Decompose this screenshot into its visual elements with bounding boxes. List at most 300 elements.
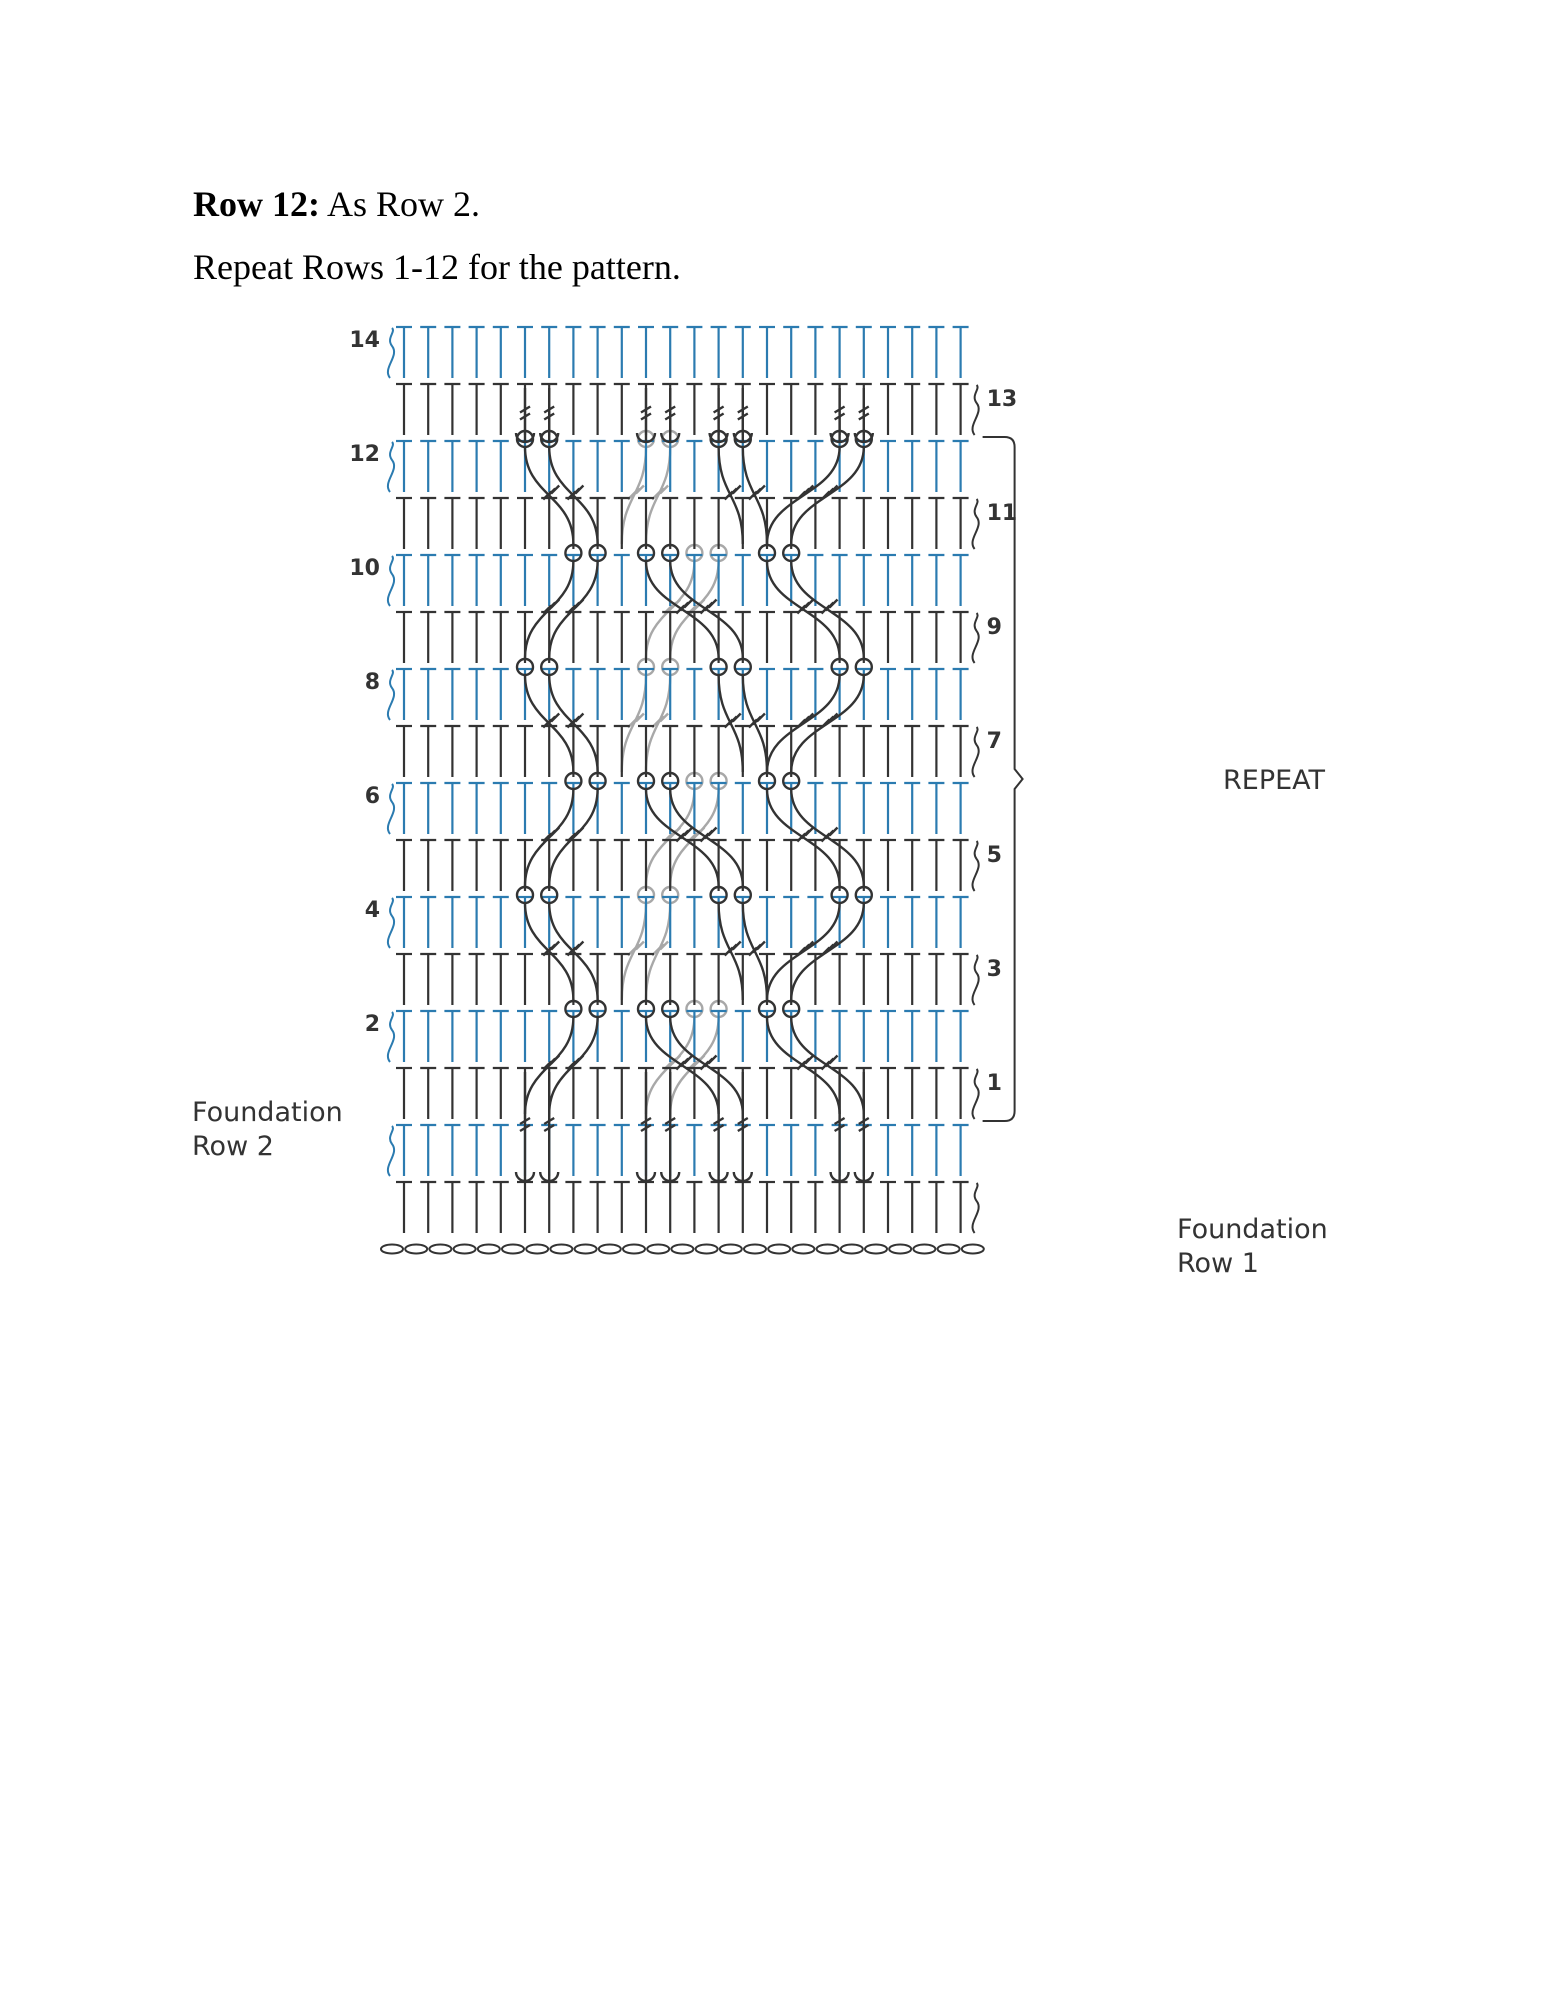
stitch-symbol: [614, 441, 630, 492]
stitch-symbol: [880, 897, 896, 948]
row-12-label: Row 12:: [193, 184, 320, 224]
stitch-symbol: [638, 726, 654, 777]
stitch-symbol: [807, 441, 823, 492]
row-number-left: 2: [364, 1012, 380, 1037]
stitch-symbol: [953, 1182, 969, 1233]
stitch-symbol: [517, 1182, 533, 1233]
stitch-row: [396, 612, 979, 663]
stitch-symbol: [662, 612, 678, 663]
stitch-symbol: [614, 897, 630, 948]
stitch-symbol: [493, 327, 509, 378]
turning-chain-icon: [972, 955, 978, 1005]
stitch-symbol: [856, 954, 872, 1005]
stitch-symbol: [686, 384, 702, 435]
crossed-post-stitch-symbol: [622, 431, 654, 544]
stitch-row: [388, 897, 969, 948]
stitch-symbol: [759, 1068, 775, 1119]
stitch-symbol: [420, 1182, 436, 1233]
stitch-symbol: [517, 783, 533, 834]
stitch-symbol: [638, 897, 654, 948]
stitch-symbol: [759, 384, 775, 435]
stitch-row: [388, 555, 969, 606]
stitch-symbol: [614, 954, 630, 1005]
stitch-symbol: [880, 327, 896, 378]
stitch-symbol: [928, 555, 944, 606]
stitch-symbol: [953, 726, 969, 777]
crossed-post-stitch-symbol: [759, 545, 840, 658]
stitch-symbol: [904, 327, 920, 378]
stitch-row: [396, 498, 979, 549]
stitch-symbol: [444, 441, 460, 492]
stitch-symbol: [711, 327, 727, 378]
stitch-symbol: [638, 441, 654, 492]
stitch-symbol: [444, 669, 460, 720]
stitch-symbol: [590, 441, 606, 492]
stitch-symbol: [565, 384, 581, 435]
stitch-symbol: [783, 1125, 799, 1176]
stitch-symbol: [904, 384, 920, 435]
stitch-symbol: [856, 1182, 872, 1233]
stitch-symbol: [517, 498, 533, 549]
stitch-symbol: [444, 555, 460, 606]
stitch-symbol: [469, 669, 485, 720]
stitch-symbol: [420, 612, 436, 663]
row-number-left: 8: [364, 670, 380, 695]
stitch-symbol: [759, 1182, 775, 1233]
stitch-symbol: [759, 1125, 775, 1176]
stitch-symbol: [807, 612, 823, 663]
stitch-symbol: [493, 384, 509, 435]
stitch-symbol: [759, 897, 775, 948]
stitch-symbol: [759, 669, 775, 720]
stitch-symbol: [444, 498, 460, 549]
stitch-symbol: [953, 1068, 969, 1119]
stitch-symbol: [493, 897, 509, 948]
stitch-symbol: [807, 897, 823, 948]
stitch-symbol: [541, 555, 557, 606]
stitch-symbol: [396, 1068, 412, 1119]
stitch-symbol: [420, 1068, 436, 1119]
stitch-symbol: [856, 327, 872, 378]
stitch-symbol: [880, 384, 896, 435]
stitch-symbol: [638, 954, 654, 1005]
stitch-symbol: [856, 1011, 872, 1062]
stitch-row: [388, 1125, 969, 1176]
stitch-symbol: [686, 1068, 702, 1119]
foundation-row-1-label: Foundation Row 1: [1177, 1214, 1328, 1279]
stitch-symbol: [928, 954, 944, 1005]
stitch-symbol: [590, 1068, 606, 1119]
stitch-symbol: [420, 954, 436, 1005]
row-number-left: 10: [349, 556, 380, 581]
stitch-symbol: [807, 555, 823, 606]
stitch-symbol: [686, 954, 702, 1005]
turning-chain-icon: [972, 1069, 978, 1119]
stitch-symbol: [928, 498, 944, 549]
stitch-symbol: [880, 1068, 896, 1119]
stitch-symbol: [493, 726, 509, 777]
stitch-symbol: [904, 840, 920, 891]
stitch-symbol: [493, 669, 509, 720]
stitch-symbol: [686, 441, 702, 492]
stitch-symbol: [711, 783, 727, 834]
row-number-right: 5: [986, 843, 1002, 868]
stitch-symbol: [928, 783, 944, 834]
stitch-symbol: [469, 498, 485, 549]
stitch-symbol: [614, 1011, 630, 1062]
stitch-symbol: [783, 1068, 799, 1119]
stitch-symbol: [953, 783, 969, 834]
stitch-symbol: [469, 783, 485, 834]
stitch-symbol: [590, 897, 606, 948]
stitch-symbol: [953, 612, 969, 663]
stitch-row: [396, 840, 979, 891]
stitch-symbol: [880, 783, 896, 834]
stitch-symbol: [856, 726, 872, 777]
stitch-symbol: [735, 327, 751, 378]
stitch-symbol: [759, 612, 775, 663]
stitch-symbol: [614, 783, 630, 834]
stitch-symbol: [953, 1011, 969, 1062]
turning-chain-icon: [388, 898, 394, 948]
stitch-symbol: [832, 726, 848, 777]
stitch-symbol: [880, 1125, 896, 1176]
stitch-symbol: [783, 1182, 799, 1233]
stitch-symbol: [662, 498, 678, 549]
stitch-symbol: [880, 612, 896, 663]
stitch-symbol: [686, 498, 702, 549]
stitch-symbol: [614, 669, 630, 720]
stitch-symbol: [493, 1125, 509, 1176]
stitch-symbol: [396, 384, 412, 435]
row-labels: [192, 328, 1328, 1279]
stitch-symbol: [686, 840, 702, 891]
stitch-symbol: [953, 669, 969, 720]
stitch-symbol: [686, 783, 702, 834]
stitch-symbol: [807, 384, 823, 435]
stitch-symbol: [565, 1068, 581, 1119]
stitch-symbol: [420, 783, 436, 834]
stitch-symbol: [614, 327, 630, 378]
stitch-symbol: [396, 897, 412, 948]
stitch-symbol: [953, 1125, 969, 1176]
stitch-symbol: [832, 327, 848, 378]
stitch-symbol: [638, 612, 654, 663]
stitch-symbol: [686, 327, 702, 378]
stitch-symbol: [444, 384, 460, 435]
stitch-symbol: [662, 726, 678, 777]
stitch-symbol: [614, 726, 630, 777]
post-stitch-symbol: [710, 1072, 728, 1182]
stitch-row: [388, 1011, 969, 1062]
stitch-symbol: [638, 840, 654, 891]
stitch-symbol: [638, 669, 654, 720]
repeat-instruction: Repeat Rows 1-12 for the pattern.: [193, 247, 681, 287]
repeat-bracket: [983, 437, 1023, 1121]
stitch-symbol: [590, 384, 606, 435]
foundation-chain: [381, 1245, 984, 1254]
stitch-symbol: [541, 783, 557, 834]
turning-chain-icon: [972, 1183, 978, 1233]
post-stitch-symbol: [734, 1072, 752, 1182]
stitch-symbol: [396, 726, 412, 777]
row-number-right: 9: [986, 615, 1002, 640]
stitch-symbol: [517, 555, 533, 606]
stitch-symbol: [614, 1182, 630, 1233]
stitch-symbol: [493, 612, 509, 663]
stitch-symbol: [493, 954, 509, 1005]
stitch-symbol: [904, 783, 920, 834]
turning-chain-icon: [972, 499, 978, 549]
stitch-symbol: [783, 384, 799, 435]
stitch-symbol: [590, 327, 606, 378]
stitch-symbol: [807, 1182, 823, 1233]
stitch-symbol: [565, 327, 581, 378]
turning-chain-icon: [388, 328, 394, 378]
row-number-right: 3: [986, 957, 1002, 982]
stitch-symbol: [590, 612, 606, 663]
stitch-symbol: [953, 840, 969, 891]
crossed-post-stitch-symbol: [646, 659, 678, 772]
stitch-symbol: [928, 669, 944, 720]
foundation-row-2-label: Foundation Row 2: [192, 1097, 343, 1162]
stitch-symbol: [662, 840, 678, 891]
stitch-symbol: [735, 783, 751, 834]
stitch-symbol: [493, 441, 509, 492]
row-number-left: 6: [364, 784, 380, 809]
crossed-post-stitch-symbol: [711, 887, 743, 1000]
stitch-symbol: [686, 726, 702, 777]
stitch-symbol: [832, 555, 848, 606]
stitch-symbol: [711, 555, 727, 606]
stitch-symbol: [928, 1011, 944, 1062]
crossed-post-stitch-symbol: [791, 431, 872, 544]
post-stitch-symbol: [831, 1072, 849, 1182]
stitch-symbol: [638, 1182, 654, 1233]
crossed-post-stitch-symbol: [783, 545, 864, 658]
stitch-symbol: [686, 897, 702, 948]
stitch-symbol: [444, 1182, 460, 1233]
stitch-symbol: [832, 1182, 848, 1233]
stitch-symbol: [928, 1125, 944, 1176]
stitch-symbol: [420, 498, 436, 549]
stitch-symbol: [493, 1182, 509, 1233]
stitch-symbol: [686, 1011, 702, 1062]
stitch-row: [396, 1068, 979, 1119]
crossed-post-stitch-symbol: [759, 1001, 840, 1114]
stitch-symbol: [541, 327, 557, 378]
stitch-symbol: [420, 840, 436, 891]
stitch-symbol: [904, 555, 920, 606]
stitch-symbol: [953, 441, 969, 492]
stitch-symbol: [420, 327, 436, 378]
crossed-post-stitch-symbol: [759, 773, 840, 886]
stitch-symbol: [614, 1125, 630, 1176]
stitch-symbol: [904, 441, 920, 492]
stitch-symbol: [444, 897, 460, 948]
stitch-symbol: [686, 669, 702, 720]
stitch-symbol: [420, 726, 436, 777]
stitch-symbol: [444, 840, 460, 891]
stitch-symbol: [638, 498, 654, 549]
stitch-symbol: [493, 783, 509, 834]
stitch-row: [396, 384, 979, 435]
stitch-symbol: [832, 783, 848, 834]
stitch-symbol: [807, 669, 823, 720]
stitch-symbol: [904, 612, 920, 663]
crossed-post-stitch-symbol: [622, 659, 654, 772]
stitch-row: [388, 669, 969, 720]
stitch-symbol: [469, 1182, 485, 1233]
stitch-symbol: [614, 612, 630, 663]
stitch-symbol: [807, 1068, 823, 1119]
turning-chain-icon: [972, 613, 978, 663]
stitch-symbol: [928, 1068, 944, 1119]
stitch-symbol: [856, 555, 872, 606]
stitch-row: [388, 783, 969, 834]
crossed-post-stitch-symbol: [783, 773, 864, 886]
repeat-label: REPEAT: [1223, 765, 1326, 796]
stitch-symbol: [662, 1182, 678, 1233]
crossed-post-stitch-symbol: [711, 431, 743, 544]
stitch-symbol: [541, 954, 557, 1005]
stitch-symbol: [783, 840, 799, 891]
stitch-symbol: [444, 612, 460, 663]
crossed-post-stitch-symbol: [646, 887, 678, 1000]
stitch-symbol: [783, 327, 799, 378]
stitch-symbol: [614, 1068, 630, 1119]
stitch-symbol: [711, 954, 727, 1005]
stitch-row: [388, 327, 969, 378]
stitch-symbol: [783, 441, 799, 492]
row-number-right: 11: [986, 501, 1018, 526]
stitch-symbol: [807, 327, 823, 378]
stitch-symbol: [396, 555, 412, 606]
stitch-symbol: [904, 498, 920, 549]
stitch-symbol: [904, 726, 920, 777]
row-number-left: 14: [349, 328, 380, 353]
stitch-symbol: [856, 498, 872, 549]
stitch-symbol: [444, 1011, 460, 1062]
stitch-symbol: [783, 897, 799, 948]
stitch-symbol: [807, 783, 823, 834]
stitch-symbol: [493, 1011, 509, 1062]
stitch-symbol: [420, 897, 436, 948]
stitch-symbol: [953, 897, 969, 948]
stitch-symbol: [590, 840, 606, 891]
stitch-symbol: [614, 498, 630, 549]
stitch-symbol: [856, 783, 872, 834]
stitch-symbol: [590, 1125, 606, 1176]
stitch-symbol: [493, 498, 509, 549]
stitch-symbol: [928, 612, 944, 663]
crossed-post-stitch-symbol: [791, 659, 872, 772]
stitch-symbol: [783, 669, 799, 720]
turning-chain-icon: [388, 784, 394, 834]
turning-chain-icon: [972, 385, 978, 435]
stitch-symbol: [469, 327, 485, 378]
row-number-left: 12: [349, 442, 380, 467]
turning-chain-icon: [388, 1012, 394, 1062]
stitch-symbol: [662, 897, 678, 948]
stitch-symbol: [904, 1011, 920, 1062]
stitch-symbol: [904, 669, 920, 720]
stitch-symbol: [904, 954, 920, 1005]
stitch-symbol: [565, 669, 581, 720]
stitch-symbol: [444, 1068, 460, 1119]
stitch-symbol: [807, 726, 823, 777]
stitch-symbol: [735, 555, 751, 606]
stitch-symbol: [469, 1125, 485, 1176]
stitch-row: [396, 954, 979, 1005]
turning-chain-icon: [388, 670, 394, 720]
stitch-symbol: [807, 1125, 823, 1176]
row-number-right: 13: [986, 387, 1018, 412]
stitch-symbol: [904, 1182, 920, 1233]
stitch-symbol: [759, 840, 775, 891]
stitch-symbol: [953, 384, 969, 435]
stitch-symbol: [420, 555, 436, 606]
stitch-symbol: [614, 840, 630, 891]
stitch-symbol: [444, 327, 460, 378]
stitch-symbol: [565, 1182, 581, 1233]
stitch-symbol: [517, 327, 533, 378]
stitch-symbol: [469, 1011, 485, 1062]
stitch-symbol: [541, 726, 557, 777]
stitch-symbol: [807, 840, 823, 891]
stitch-symbol: [735, 1011, 751, 1062]
crossed-post-stitch-symbol: [711, 659, 743, 772]
stitch-symbol: [928, 384, 944, 435]
stitch-symbol: [662, 669, 678, 720]
stitch-grid: [381, 327, 984, 1254]
stitch-symbol: [444, 726, 460, 777]
crossed-post-stitch-symbol: [783, 1001, 864, 1114]
stitch-symbol: [638, 327, 654, 378]
stitch-symbol: [880, 840, 896, 891]
stitch-symbol: [469, 840, 485, 891]
stitch-symbol: [469, 384, 485, 435]
stitch-symbol: [541, 1182, 557, 1233]
stitch-symbol: [807, 954, 823, 1005]
stitch-symbol: [396, 498, 412, 549]
stitch-symbol: [832, 498, 848, 549]
turning-chain-icon: [388, 556, 394, 606]
stitch-symbol: [928, 441, 944, 492]
row-number-right: 1: [986, 1071, 1002, 1096]
row-12-text: As Row 2.: [319, 184, 481, 224]
stitch-symbol: [953, 954, 969, 1005]
stitch-symbol: [686, 1182, 702, 1233]
stitch-symbol: [928, 840, 944, 891]
stitch-symbol: [541, 1011, 557, 1062]
stitch-symbol: [662, 327, 678, 378]
stitch-symbol: [444, 1125, 460, 1176]
crossed-post-stitch-symbol: [646, 431, 678, 544]
stitch-symbol: [953, 555, 969, 606]
crossed-post-stitch-symbol: [622, 887, 654, 1000]
stitch-symbol: [420, 1125, 436, 1176]
turning-chain-icon: [972, 841, 978, 891]
stitch-symbol: [928, 897, 944, 948]
stitch-symbol: [565, 897, 581, 948]
stitch-symbol: [880, 441, 896, 492]
stitch-symbol: [469, 612, 485, 663]
stitch-symbol: [759, 441, 775, 492]
stitch-symbol: [807, 498, 823, 549]
stitch-symbol: [928, 327, 944, 378]
stitch-symbol: [469, 1068, 485, 1119]
